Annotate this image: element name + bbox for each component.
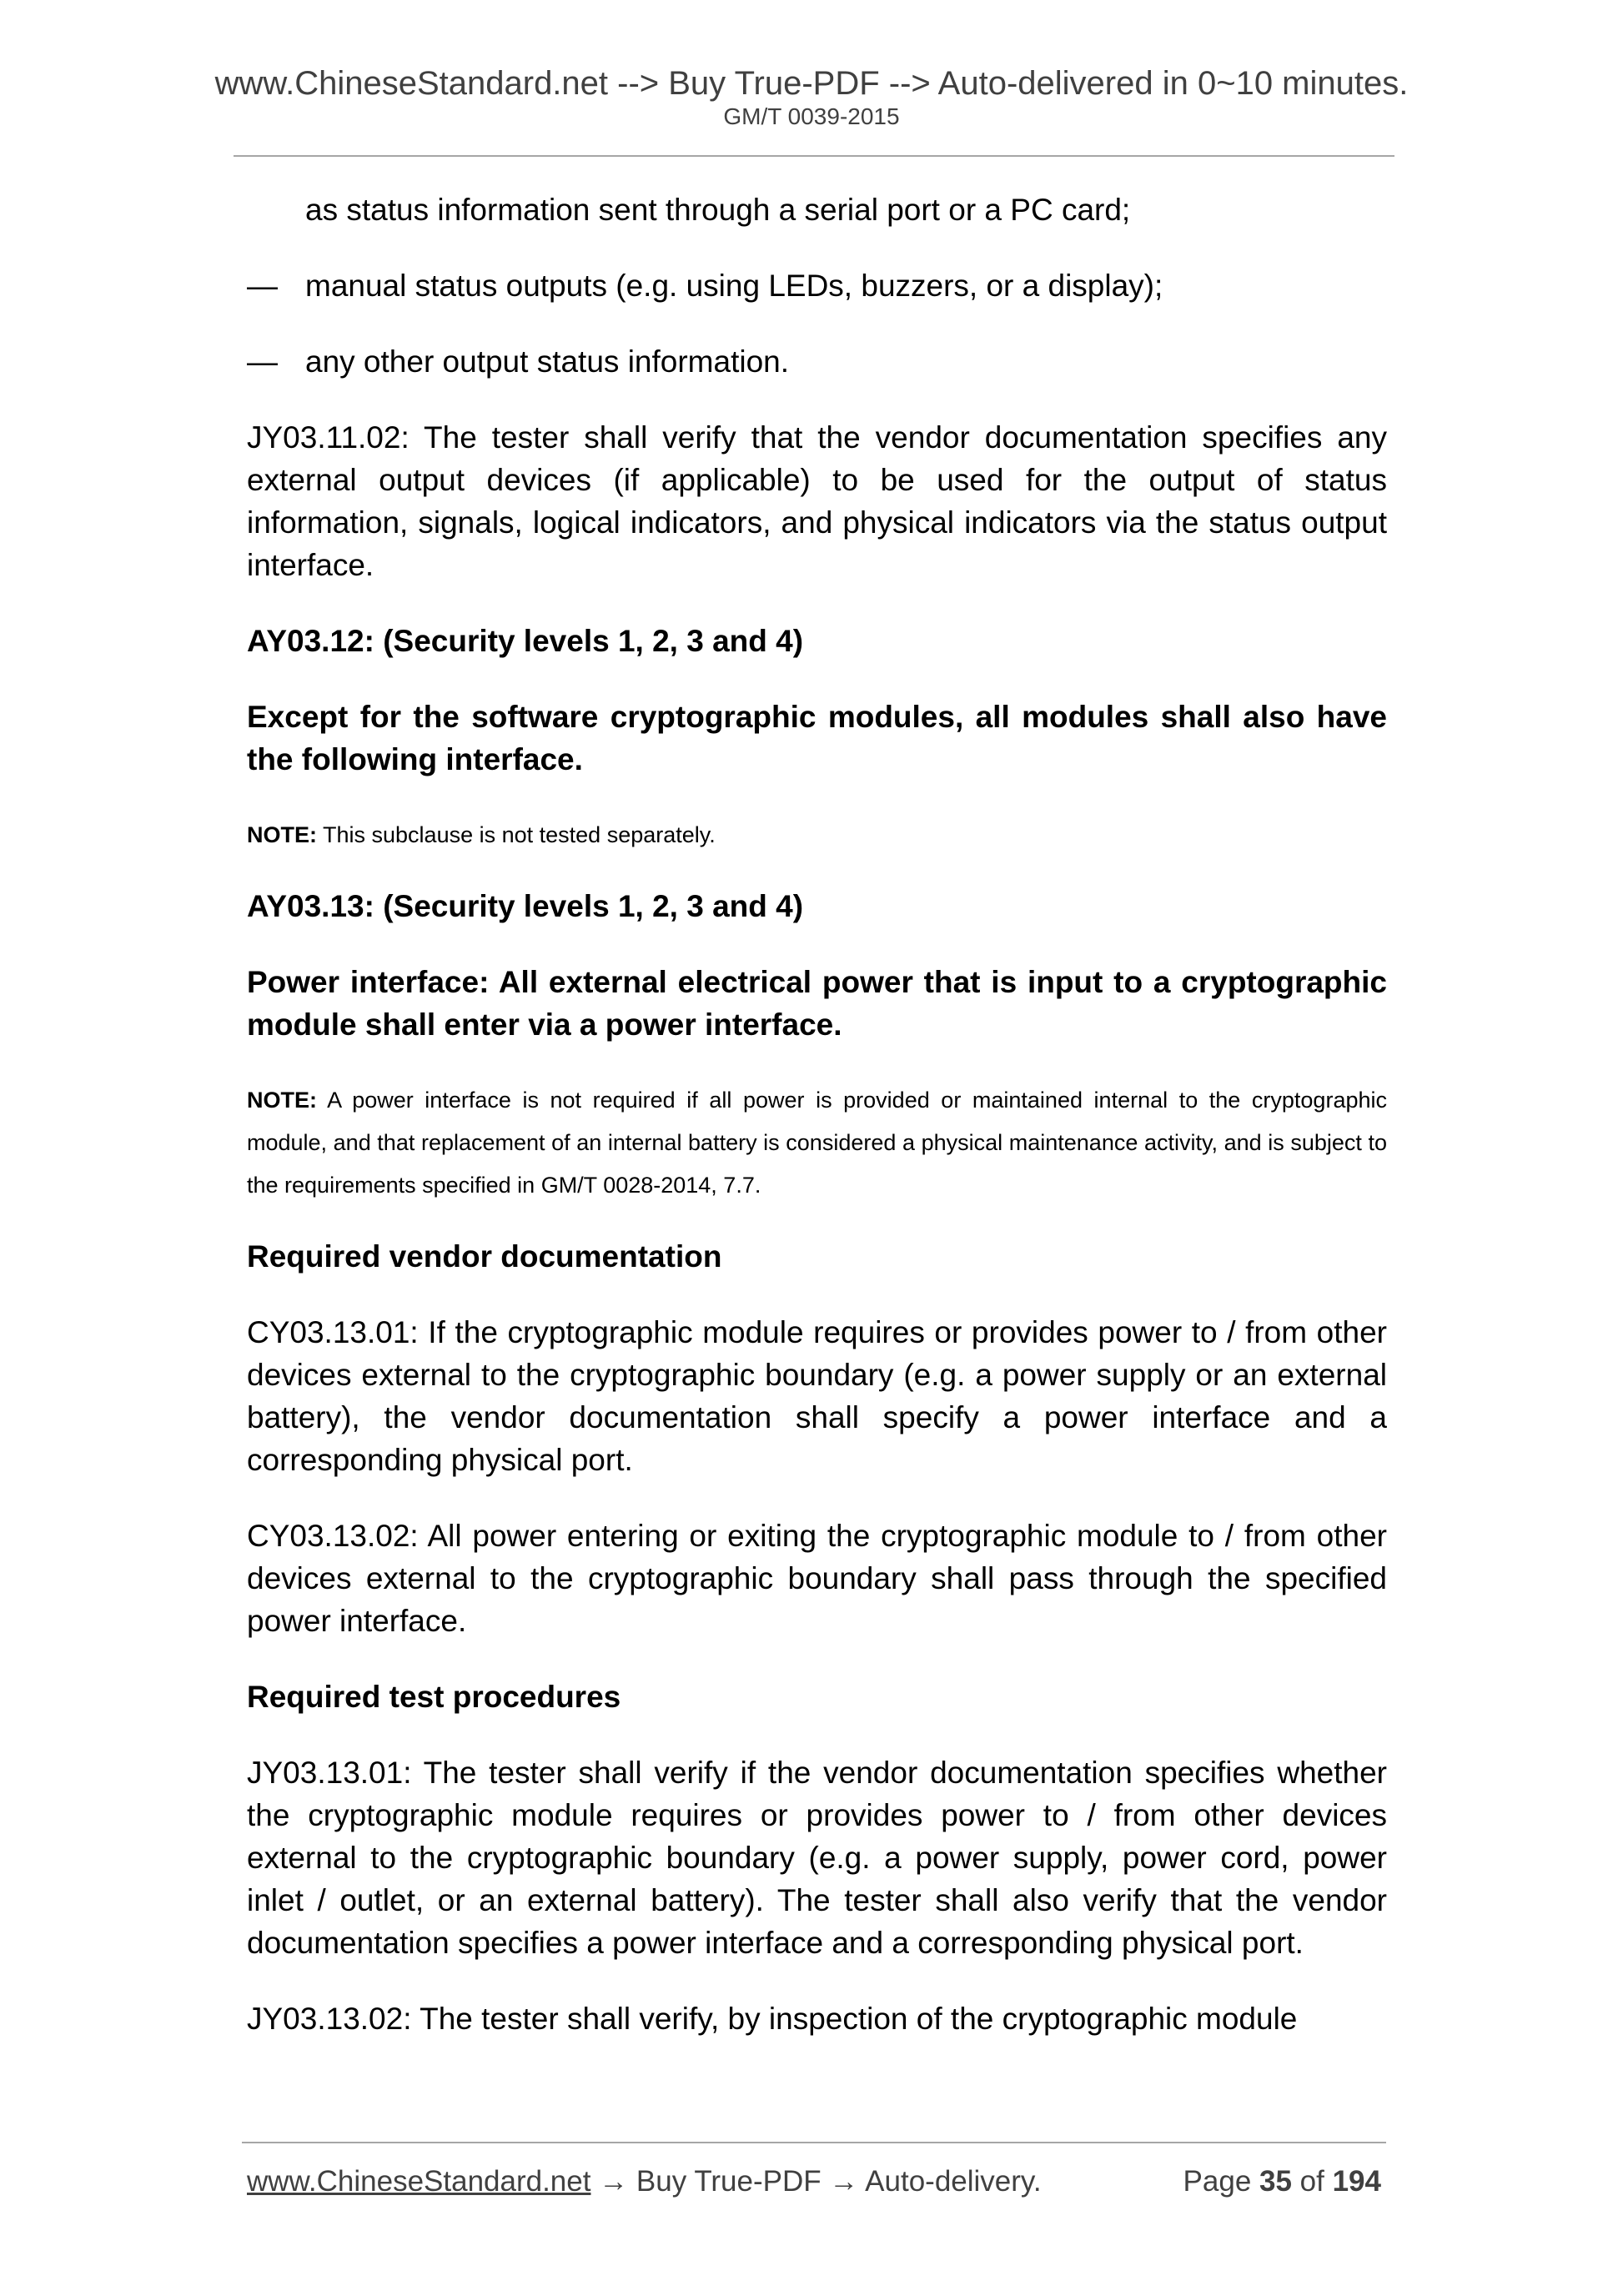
footer bbox=[247, 2165, 1381, 2198]
clause-ay03-12-title: AY03.12: (Security levels 1, 2, 3 and 4) bbox=[247, 624, 804, 658]
page-current: 35 bbox=[1259, 2165, 1292, 2198]
footer-site-link[interactable]: www.ChineseStandard.net bbox=[247, 2165, 591, 2198]
clause-jy03-13-01: JY03.13.01: The tester shall verify if the vendor documentation specifies whether the cryptographic module requires or provides power to / from other devices external to the cryptographic boundary (e.g. a power supply, power cord, power inlet / outlet, or an external battery). The tester shall also verify that the vendor documentation specifies a power interface and a corresponding physical port. bbox=[247, 1756, 1387, 1960]
clause-ay03-12-text: Except for the software cryptographic modules, all modules shall also have the following interface. bbox=[247, 700, 1387, 776]
note-1-text: This subclause is not tested separately. bbox=[317, 822, 716, 847]
heading-test-procedures: Required test procedures bbox=[247, 1680, 621, 1714]
note-label: NOTE: bbox=[247, 822, 317, 847]
note-2-text: A power interface is not required if all power is provided or maintained internal to the cryptographic module, and that replacement of an internal battery is considered a physical maintenance activity, and is subject to the requirements specified in GM/T 0028-2014, 7.7. bbox=[247, 1088, 1387, 1198]
list-item bbox=[247, 340, 1387, 383]
of-word: of bbox=[1291, 2165, 1333, 2198]
clause-cy03-13-01: CY03.13.01: If the cryptographic module requires or provides power to / from other devices external to the cryptographic boundary (e.g. a power supply or an external battery), the vendor documentation shall specify a power interface and a corresponding physical port. bbox=[247, 1315, 1387, 1477]
standard-id: GM/T 0039-2015 bbox=[723, 103, 900, 129]
page-indicator bbox=[1183, 2165, 1381, 2198]
list-dash: — bbox=[247, 344, 278, 379]
list-item-text: any other output status information. bbox=[305, 344, 790, 379]
clause-cy03-13-02: CY03.13.02: All power entering or exiting the cryptographic module to / from other devices external to the cryptographic boundary shall pass through the specified power interface. bbox=[247, 1519, 1387, 1638]
footer-divider bbox=[242, 2142, 1386, 2143]
list-item bbox=[247, 264, 1387, 307]
clause-ay03-13-text: Power interface: All external electrical power that is input to a cryptographic module shall enter via a power interface. bbox=[247, 965, 1387, 1042]
list-continuation: as status information sent through a serial port or a PC card; bbox=[305, 193, 1131, 227]
footer-tagline: → Buy True-PDF → Auto-delivery. bbox=[590, 2165, 1042, 2198]
clause-ay03-13-title: AY03.13: (Security levels 1, 2, 3 and 4) bbox=[247, 889, 804, 923]
clause-jy03-11-02: JY03.11.02: The tester shall verify that the vendor documentation specifies any external output devices (if applicable) to be used for the output of status information, signals, logical indicators, and physical indicators via the status output interface. bbox=[247, 420, 1387, 582]
note-1 bbox=[247, 814, 1387, 857]
list-item-text: manual status outputs (e.g. using LEDs, buzzers, or a display); bbox=[305, 269, 1163, 303]
note-2 bbox=[247, 1079, 1387, 1207]
header-divider bbox=[234, 155, 1394, 157]
page-total: 194 bbox=[1332, 2165, 1381, 2198]
page-word: Page bbox=[1183, 2165, 1260, 2198]
list-dash: — bbox=[247, 269, 278, 303]
heading-vendor-documentation: Required vendor documentation bbox=[247, 1239, 722, 1274]
page-content bbox=[247, 188, 1387, 2073]
header-banner: www.ChineseStandard.net --> Buy True-PDF --> Auto-delivered in 0~10 minutes. bbox=[214, 65, 1409, 102]
note-label: NOTE: bbox=[247, 1088, 317, 1113]
clause-jy03-13-02: JY03.13.02: The tester shall verify, by inspection of the cryptographic module bbox=[247, 2002, 1298, 2036]
